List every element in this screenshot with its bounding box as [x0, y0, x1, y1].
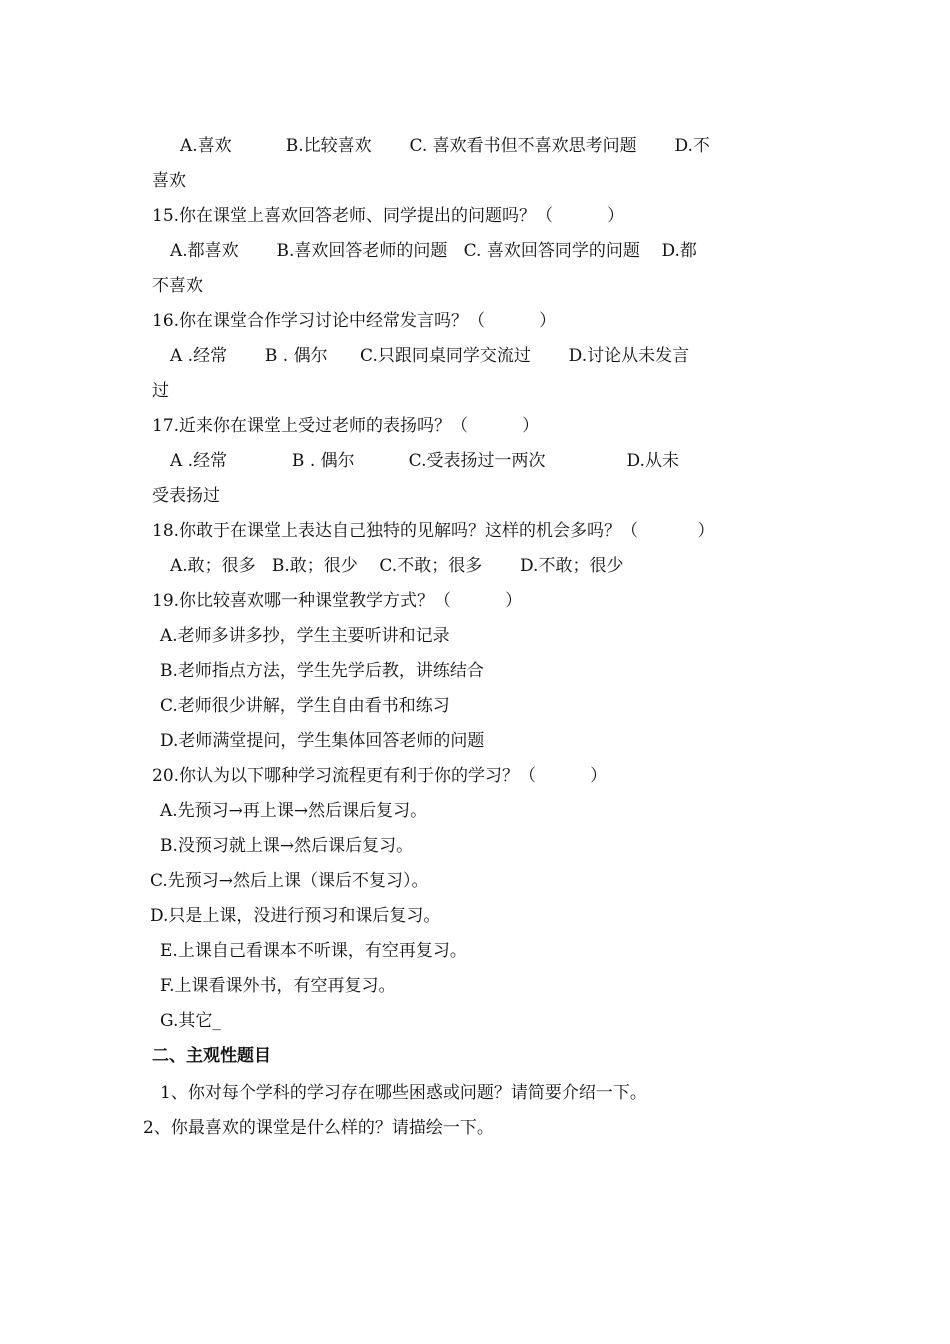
open-question-2: 2、你最喜欢的课堂是什么样的？请描绘一下。: [143, 1118, 494, 1138]
option-line: C.先预习→然后上课（课后不复习）。: [150, 871, 429, 891]
option-line-wrap: 不喜欢: [152, 276, 203, 296]
option-line: A.敢；很多 B.敢；很少 C.不敢；很多 D.不敢；很少: [170, 556, 624, 576]
section-heading: 二、主观性题目: [152, 1046, 271, 1066]
option-line: B.没预习就上课→然后课后复习。: [160, 836, 414, 856]
question-17: 17.近来你在课堂上受过老师的表扬吗？（ ）: [152, 416, 540, 436]
option-line: D.老师满堂提问，学生集体回答老师的问题: [160, 731, 485, 751]
option-line: A .经常 B . 偶尔 C.受表扬过一两次 D.从未: [170, 451, 679, 471]
option-line: E.上课自己看课本不听课，有空再复习。: [160, 941, 467, 961]
question-18: 18.你敢于在课堂上表达自己独特的见解吗？这样的机会多吗？（ ）: [152, 521, 715, 541]
option-line: A.老师多讲多抄，学生主要听讲和记录: [160, 626, 450, 646]
option-line: A.喜欢 B.比较喜欢 C. 喜欢看书但不喜欢思考问题 D.不: [180, 136, 710, 156]
question-16: 16.你在课堂合作学习讨论中经常发言吗？（ ）: [152, 311, 557, 331]
question-19: 19.你比较喜欢哪一种课堂教学方式？（ ）: [152, 591, 523, 611]
option-line-wrap: 过: [152, 381, 169, 401]
option-line-wrap: 喜欢: [152, 171, 186, 191]
question-20: 20.你认为以下哪种学习流程更有利于你的学习？（ ）: [152, 766, 608, 786]
option-line: C.老师很少讲解，学生自由看书和练习: [160, 696, 450, 716]
question-15: 15.你在课堂上喜欢回答老师、同学提出的问题吗？（ ）: [152, 206, 625, 226]
option-line-wrap: 受表扬过: [152, 486, 220, 506]
option-line: G.其它_: [160, 1011, 221, 1031]
option-line: A.都喜欢 B.喜欢回答老师的问题 C. 喜欢回答同学的问题 D.都: [170, 241, 697, 261]
option-line: F.上课看课外书，有空再复习。: [160, 976, 396, 996]
option-line: D.只是上课，没进行预习和课后复习。: [150, 906, 441, 926]
option-line: B.老师指点方法，学生先学后教，讲练结合: [160, 661, 484, 681]
option-line: A.先预习→再上课→然后课后复习。: [160, 801, 428, 821]
open-question-1: 1、你对每个学科的学习存在哪些困惑或问题？请简要介绍一下。: [160, 1083, 647, 1103]
option-line: A .经常 B . 偶尔 C.只跟同桌同学交流过 D.讨论从未发言: [170, 346, 690, 366]
